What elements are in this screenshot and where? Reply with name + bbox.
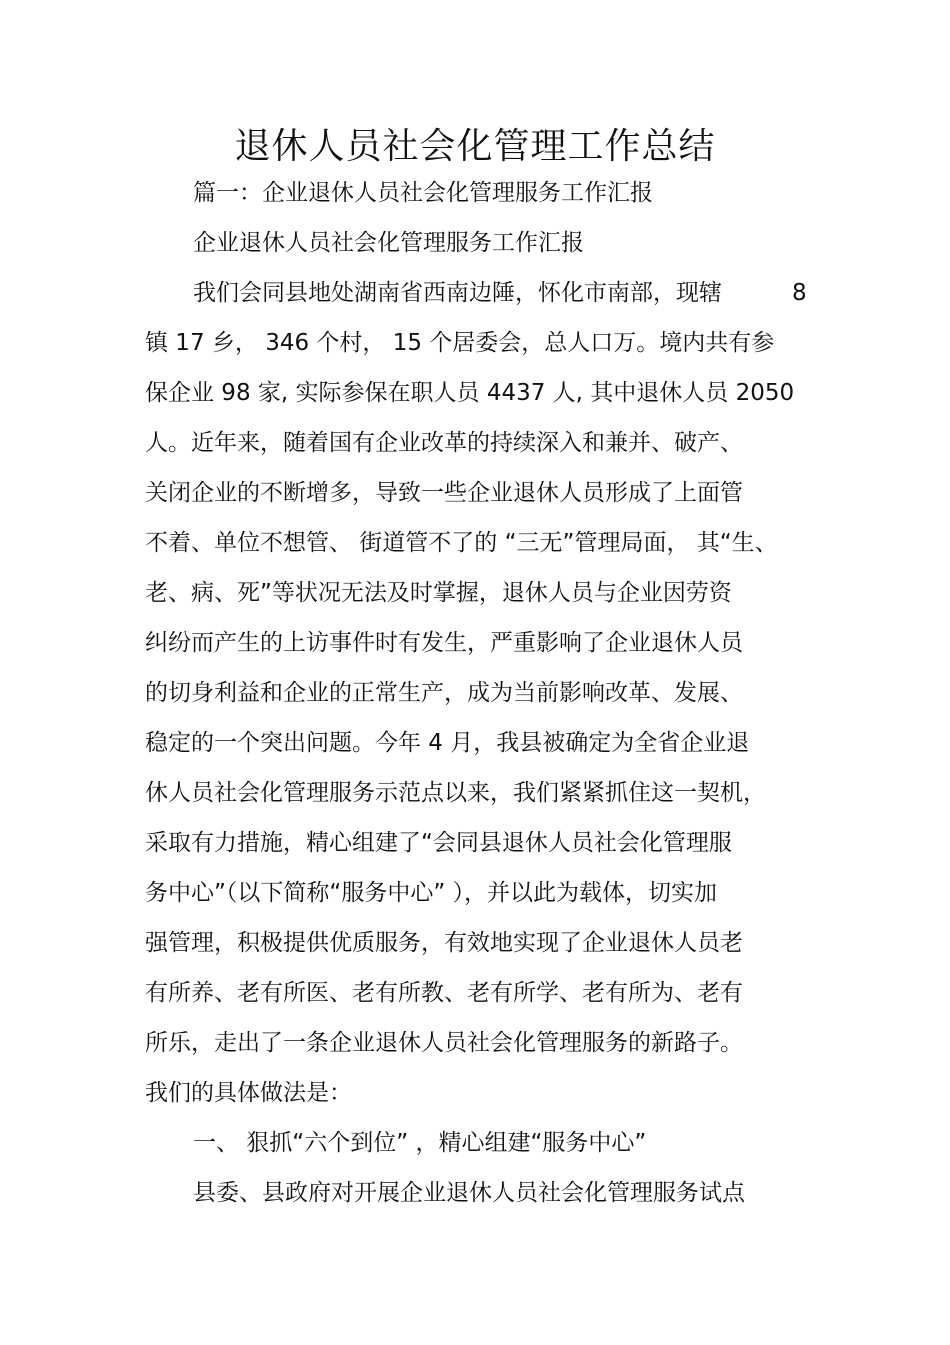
- paragraph-line: 县委、县政府对开展企业退休人员社会化管理服务试点: [193, 1180, 745, 1206]
- paragraph-line: 采取有力措施，精心组建了“会同县退休人员社会化管理服: [145, 830, 732, 856]
- section-heading: 一、 狠抓“六个到位” ，精心组建“服务中心”: [193, 1130, 647, 1156]
- paragraph-line: 的切身利益和企业的正常生产，成为当前影响改革、发展、: [145, 680, 743, 706]
- paragraph-line: 不着、单位不想管、 街道管不了的 “三无”管理局面， 其“生、: [145, 530, 778, 556]
- paragraph-line: 我们会同县地处湖南省西南边陲，怀化市南部，现辖: [193, 280, 722, 306]
- paragraph-line: 保企业 98 家, 实际参保在职人员 4437 人, 其中退休人员 2050: [145, 380, 795, 406]
- paragraph-line: 休人员社会化管理服务示范点以来，我们紧紧抓住这一契机，: [145, 780, 766, 806]
- paragraph-line: 我们的具体做法是：: [145, 1080, 352, 1106]
- paragraph-line: 所乐，走出了一条企业退休人员社会化管理服务的新路子。: [145, 1030, 743, 1056]
- chapter-heading: 篇一：企业退休人员社会化管理服务工作汇报: [193, 180, 653, 206]
- paragraph-line: 老、病、死”等状况无法及时掌握，退休人员与企业因劳资: [145, 580, 732, 606]
- paragraph-line: 务中心”（以下简称“服务中心” ），并以此为载体，切实加: [145, 880, 718, 906]
- paragraph-line-number: 8: [792, 280, 807, 306]
- paragraph-line: 人。近年来，随着国有企业改革的持续深入和兼并、破产、: [145, 430, 743, 456]
- paragraph-line: 关闭企业的不断增多，导致一些企业退休人员形成了上面管: [145, 480, 743, 506]
- paragraph-line: 镇 17 乡， 346 个村， 15 个居委会，总人口万。境内共有参: [145, 330, 775, 356]
- paragraph-line: 强管理，积极提供优质服务，有效地实现了企业退休人员老: [145, 930, 743, 956]
- paragraph-line: 稳定的一个突出问题。今年 4 月，我县被确定为全省企业退: [145, 730, 750, 756]
- paragraph-line: 有所养、老有所医、老有所教、老有所学、老有所为、老有: [145, 980, 743, 1006]
- paragraph-line: 纠纷而产生的上访事件时有发生，严重影响了企业退休人员: [145, 630, 743, 656]
- document-title: 退休人员社会化管理工作总结: [234, 126, 716, 167]
- report-title: 企业退休人员社会化管理服务工作汇报: [193, 230, 584, 256]
